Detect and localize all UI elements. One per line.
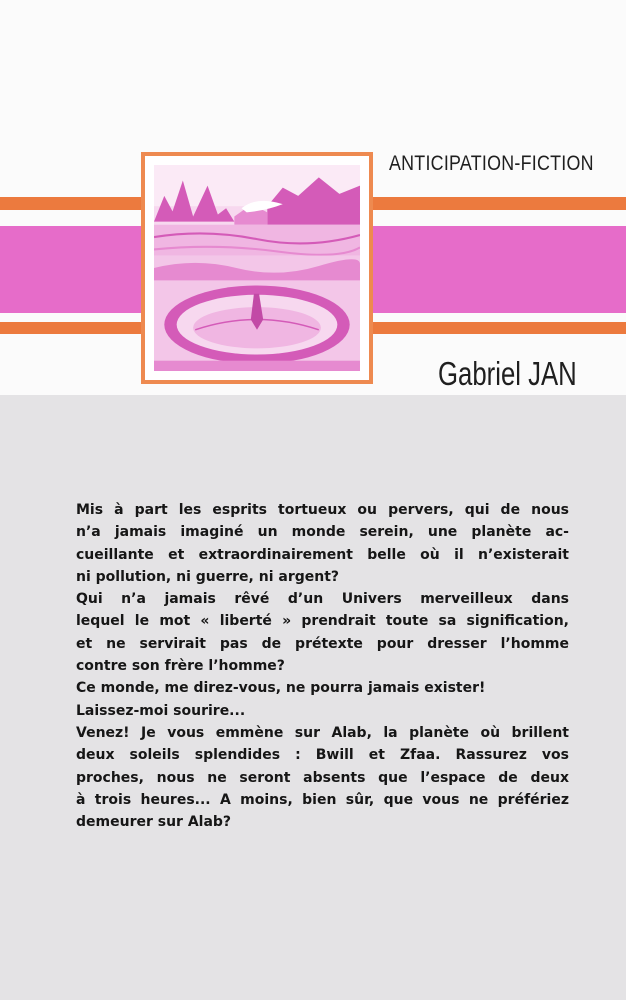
blurb-line: deux soleils splendides : Bwill et Zfaa. Rassurez vos	[76, 747, 569, 764]
blurb-line: ni pollution, ni guerre, ni argent?	[76, 568, 340, 585]
cover-illustration-frame	[141, 152, 373, 384]
blurb-line: Venez! Je vous emmène sur Alab, la planète où brillent	[76, 724, 569, 741]
blurb-line: Qui n’a jamais rêvé d’un Univers merveilleux dans	[76, 591, 569, 608]
blurb-line: Laissez-moi sourire...	[76, 702, 246, 719]
author-name: Gabriel JAN	[438, 355, 577, 392]
pink-landscape-crater-illustration	[154, 165, 360, 371]
cover-illustration-mat	[145, 156, 369, 380]
blurb-line: contre son frère l’homme?	[76, 658, 285, 675]
blurb-line: à trois heures... A moins, bien sûr, que vous ne préfériez	[76, 791, 569, 808]
blurb-line: lequel le mot « liberté » prendrait toute sa signification,	[76, 613, 569, 630]
blurb-line: et ne servirait pas de prétexte pour dresser l’homme	[76, 635, 569, 652]
blurb-line: n’a jamais imaginé un monde serein, une planète ac-	[76, 524, 569, 541]
series-label: ANTICIPATION-FICTION	[389, 152, 594, 175]
blurb-line: proches, nous ne seront absents que l’espace de deux	[76, 769, 569, 786]
blurb-line: cueillante et extraordinairement belle où il n’existerait	[76, 546, 569, 563]
blurb-line: demeurer sur Alab?	[76, 814, 232, 831]
back-cover-blurb	[76, 499, 569, 833]
blurb-line: Ce monde, me direz-vous, ne pourra jamais exister!	[76, 680, 486, 697]
blurb-line: Mis à part les esprits tortueux ou pervers, qui de nous	[76, 502, 569, 518]
